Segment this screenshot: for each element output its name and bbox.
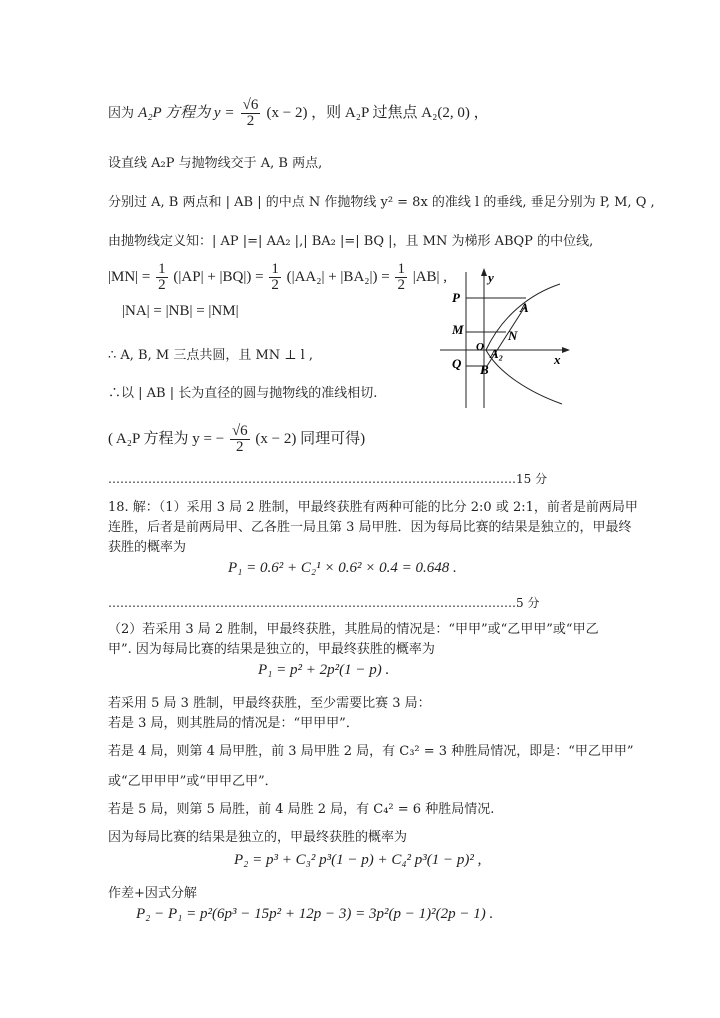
fraction-denominator: 2 <box>271 277 279 293</box>
label-o: O <box>476 341 484 353</box>
text-four-games-cont: 或“乙甲甲甲”或“甲甲乙甲”． <box>108 774 278 789</box>
equation-p1-general: P₁ = p² + 2p²(1 − p) . <box>258 662 390 678</box>
line-intersection: 设直线 A₂P 与抛物线交于 A, B 两点, <box>108 156 323 171</box>
mn-lhs: |MN| = <box>108 268 151 285</box>
line-perpendiculars: 分别过 A, B 两点和 | AB | 的中点 N 作抛物线 y² = 8x 的准线 l 的垂线, 垂足分别为 P, M, Q , <box>108 195 655 210</box>
equation-p2: P₂ = p³ + C₃² p³(1 − p) + C₄² p³(1 − p)² , <box>234 852 482 868</box>
fraction-numerator: 1 <box>397 261 405 277</box>
x-axis-arrow-icon <box>562 347 570 353</box>
line-equal-distances: |NA| = |NB| = |NM| <box>122 303 239 319</box>
score-line-15: …………………………………………………………………………………………15 分 <box>108 472 548 486</box>
score-line-5: …………………………………………………………………………………………5 分 <box>108 596 540 610</box>
text-three-games: 若是 3 局，则其胜局的情况是：“甲甲甲”． <box>108 716 359 731</box>
fraction-numerator: 1 <box>271 261 279 277</box>
equation-difference: P₂ − P₁ = p²(6p³ − 15p² + 12p − 3) = 3p²(p − 1)²(2p − 1) . <box>136 906 494 922</box>
label-q: Q <box>452 356 462 371</box>
line-other-case <box>108 424 365 455</box>
fraction-numerator: √6 <box>242 97 259 113</box>
text-because: 因为 <box>108 106 135 121</box>
label-a2: A₂ <box>490 346 504 361</box>
q18-part1-line3: 获胜的概率为 <box>108 540 187 555</box>
mn-term-ap-bq: (|AP| + |BQ|) = <box>173 268 264 285</box>
fraction-numerator: 1 <box>158 261 166 277</box>
line-focus-equation <box>108 98 489 129</box>
q18-part2-line2: 甲”. 因为每局比赛的结果是独立的，甲最终获胜的概率为 <box>108 642 435 657</box>
equation-tail: (x − 2) ，则 A₂P 过焦点 A₂(2, 0) ， <box>266 105 489 121</box>
label-b: B <box>480 362 489 377</box>
fraction-half-3 <box>395 262 407 293</box>
equation-a2p: A₂P 方程为 y = <box>138 105 235 121</box>
fraction-denominator: 2 <box>246 113 255 129</box>
line-tangent-conclusion: ∴以 | AB | 长为直径的圆与抛物线的准线相切. <box>108 386 378 401</box>
label-p: P <box>452 290 460 305</box>
fraction-half-2 <box>269 262 281 293</box>
mn-term-ab: |AB| , <box>412 268 448 285</box>
q18-part1-line1: 18. 解：（1）采用 3 局 2 胜制，甲最终获胜有两种可能的比分 2:0 或 2:1，前者是前两局甲 <box>108 500 638 515</box>
fraction-denominator: 2 <box>397 277 405 293</box>
parabola-figure <box>440 268 570 413</box>
mn-term-aa2-ba2: (|AA₂| + |BA₂|) = <box>286 268 390 285</box>
q18-part1-line2: 连胜，后者是前两局甲、乙各胜一局且第 3 局甲胜．因为每局比赛的结果是独立的，甲最终 <box>108 520 632 535</box>
fraction-sqrt6-over-2-neg <box>230 424 250 455</box>
other-case-tail: (x − 2) 同理可得) <box>255 430 366 447</box>
other-case-head: ( A₂P 方程为 y = − <box>108 430 225 447</box>
text-five-games: 若是 5 局，则第 5 局胜，前 4 局胜 2 局，有 C₄² = 6 种胜局情况. <box>108 802 495 817</box>
equation-p1: P₁ = 0.6² + C₂¹ × 0.6² × 0.4 = 0.648 . <box>228 560 457 576</box>
line-mn-equation <box>108 262 447 293</box>
text-difference: 作差+因式分解 <box>108 886 197 901</box>
text-five-game-intro: 若采用 5 局 3 胜制，甲最终获胜，至少需要比赛 3 局： <box>108 696 431 711</box>
fraction-denominator: 2 <box>236 439 244 455</box>
label-y: y <box>488 270 494 285</box>
line-definition: 由抛物线定义知：| AP |=| AA₂ |,| BA₂ |=| BQ |，且 MN 为梯形 ABQP 的中位线, <box>108 234 594 249</box>
fraction-sqrt6-over-2 <box>241 98 261 129</box>
fraction-numerator: √6 <box>231 423 248 439</box>
q18-part2-line1: （2）若采用 3 局 2 胜制，甲最终获胜，其胜局的情况是：“甲甲”或“乙甲甲”或“甲乙 <box>108 622 599 637</box>
fraction-half-1 <box>156 262 168 293</box>
text-probability-intro: 因为每局比赛的结果是独立的，甲最终获胜的概率为 <box>108 830 408 845</box>
y-axis-arrow-icon <box>481 268 487 276</box>
label-a: A <box>520 300 529 315</box>
text-four-games: 若是 4 局，则第 4 局甲胜，前 3 局甲胜 2 局，有 C₃² = 3 种胜局情况，即是：“甲乙甲甲” <box>108 744 634 759</box>
fraction-denominator: 2 <box>158 277 166 293</box>
label-m: M <box>452 322 464 337</box>
label-n: N <box>508 328 518 343</box>
line-concyclic: ∴ A, B, M 三点共圆，且 MN ⊥ l , <box>108 348 314 363</box>
label-x: x <box>554 352 561 367</box>
